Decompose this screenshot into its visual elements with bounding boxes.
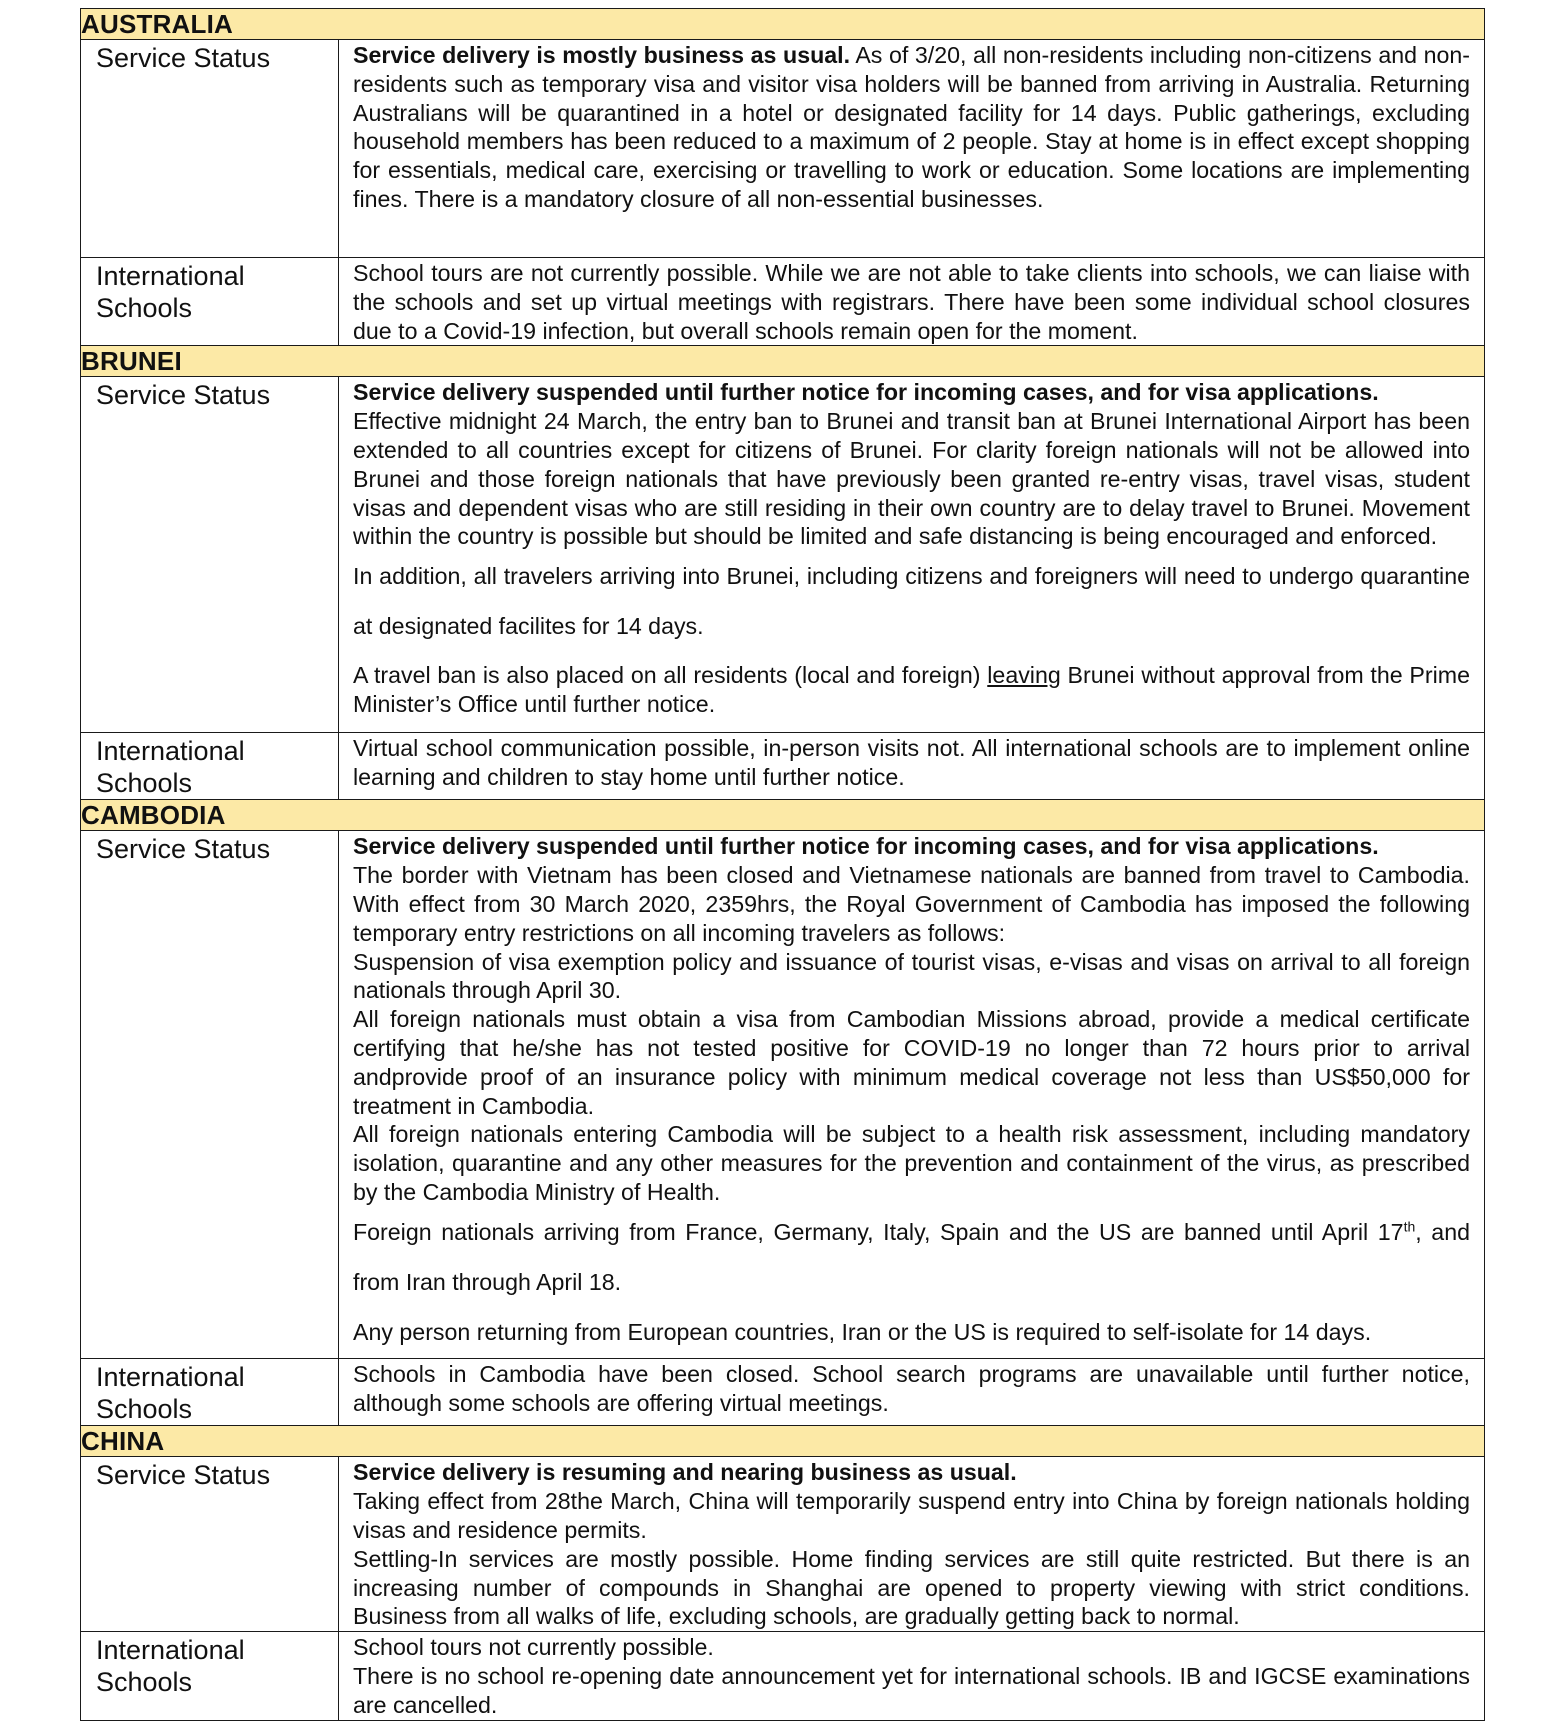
service-status-paragraph: Settling-In services are mostly possible. Home finding services are still quite restricted. But there is an increasing number of compounds in Shanghai are opened to property viewing with strict conditions. Business from all walks of life, excluding schools, are gradually getting back to normal. bbox=[353, 1545, 1470, 1630]
service-status-paragraph: In addition, all travelers arriving into Brunei, including citizens and foreigners will need to undergo quarantine at designated facilites for 14 days. bbox=[353, 563, 1470, 640]
country-status-table bbox=[80, 8, 1485, 1721]
international-schools-label: International Schools bbox=[81, 1359, 339, 1426]
international-schools-text: Schools in Cambodia have been closed. School search programs are unavailable until further notice, although some schools are offering virtual meetings. bbox=[353, 1361, 1470, 1417]
ordinal-suffix: th bbox=[1403, 1218, 1416, 1235]
service-status-label: Service Status bbox=[81, 377, 339, 733]
international-schools-content bbox=[339, 733, 1485, 800]
service-status-content bbox=[339, 1457, 1485, 1632]
service-status-paragraph: Suspension of visa exemption policy and issuance of tourist visas, e-visas and visas on arrival to all foreign nationals through April 30. bbox=[353, 948, 1470, 1004]
service-status-label: Service Status bbox=[81, 831, 339, 1359]
service-status-paragraph: Effective midnight 24 March, the entry ban to Brunei and transit ban at Brunei International Airport has been extended to all countries except for citizens of Brunei. For clarity foreign nationals will not be allowed into Brunei and those foreign nationals that have previously been granted re-entry visas, travel visas, student visas and dependent visas who are still residing in their own country are to delay travel to Brunei. Movement within the country is possible but should be limited and safe distancing is being encouraged and enforced. bbox=[353, 408, 1470, 550]
underlined-word: leaving bbox=[987, 662, 1061, 689]
international-schools-text: School tours not currently possible. bbox=[353, 1634, 714, 1661]
service-status-label: Service Status bbox=[81, 40, 339, 258]
country-name: CAMBODIA bbox=[81, 800, 1485, 831]
international-schools-row bbox=[81, 1359, 1485, 1426]
service-status-paragraph: Taking effect from 28the March, China will temporarily suspend entry into China by foreign nationals holding visas and residence permits. bbox=[353, 1488, 1470, 1543]
country-header-australia bbox=[81, 9, 1485, 40]
service-status-content bbox=[339, 831, 1485, 1359]
international-schools-text: School tours are not currently possible. While we are not able to take clients into schools, we can liaise with the schools and set up virtual meetings with registrars. There have been some individual school closures due to a Covid-19 infection, but overall schools remain open for the moment. bbox=[353, 260, 1470, 344]
international-schools-row bbox=[81, 733, 1485, 800]
service-status-text: As of 3/20, all non-residents including non-citizens and non-residents such as temporary visa and visitor visa holders will be banned from arriving in Australia. Returning Australians will be quarantined in a hotel or designated facility for 14 days. Public gatherings, excluding household members has been reduced to a maximum of 2 people. Stay at home is in effect except shopping for essentials, medical care, exercising or travelling to work or education. Some locations are implementing fines. There is a mandatory closure of all non-essential businesses. bbox=[353, 42, 1470, 212]
international-schools-label: International Schools bbox=[81, 258, 339, 346]
service-status-row bbox=[81, 40, 1485, 258]
service-status-paragraph: Any person returning from European countries, Iran or the US is required to self-isolate for 14 days. bbox=[353, 1318, 1372, 1345]
international-schools-content bbox=[339, 258, 1485, 346]
country-name: AUSTRALIA bbox=[81, 9, 1485, 40]
international-schools-text: Virtual school communication possible, in-person visits not. All international schools are to implement online learning and children to stay home until further notice. bbox=[353, 735, 1470, 791]
service-status-paragraph: All foreign nationals must obtain a visa from Cambodian Missions abroad, provide a medical certificate certifying that he/she has not tested positive for COVID-19 no longer than 72 hours prior to arrival andprovide proof of an insurance policy with minimum medical coverage not less than US$50,000 for treatment in Cambodia. bbox=[353, 1006, 1470, 1119]
service-status-content bbox=[339, 40, 1485, 258]
service-status-row bbox=[81, 831, 1485, 1359]
service-status-lead: Service delivery suspended until further notice for incoming cases, and for visa applications. bbox=[353, 833, 1379, 860]
service-status-paragraph: The border with Vietnam has been closed and Vietnamese nationals are banned from travel to Cambodia. With effect from 30 March 2020, 2359hrs, the Royal Government of Cambodia has imposed the following temporary entry restrictions on all incoming travelers as follows: bbox=[353, 862, 1470, 946]
international-schools-row bbox=[81, 1632, 1485, 1720]
service-status-text: A travel ban is also placed on all residents (local and foreign) bbox=[353, 662, 988, 689]
service-status-text: Foreign nationals arriving from France, Germany, Italy, Spain and the US are banned until April 17 bbox=[353, 1218, 1404, 1245]
international-schools-row bbox=[81, 258, 1485, 346]
service-status-label: Service Status bbox=[81, 1457, 339, 1632]
country-name: CHINA bbox=[81, 1426, 1485, 1457]
service-status-lead: Service delivery is resuming and nearing business as usual. bbox=[353, 1459, 1017, 1486]
country-header-china bbox=[81, 1426, 1485, 1457]
country-header-cambodia bbox=[81, 800, 1485, 831]
service-status-paragraph bbox=[353, 41, 1470, 214]
service-status-text: , and from Iran through April 18. bbox=[353, 1218, 1470, 1295]
international-schools-label: International Schools bbox=[81, 1632, 339, 1720]
country-header-brunei bbox=[81, 346, 1485, 377]
international-schools-content bbox=[339, 1359, 1485, 1426]
service-status-paragraph: All foreign nationals entering Cambodia will be subject to a health risk assessment, including mandatory isolation, quarantine and any other measures for the prevention and containment of the virus, as prescribed by the Cambodia Ministry of Health. bbox=[353, 1121, 1470, 1205]
international-schools-text: There is no school re-opening date announcement yet for international schools. IB and IGCSE examinations are cancelled. bbox=[353, 1662, 1470, 1718]
service-status-paragraph bbox=[353, 661, 1470, 719]
country-name: BRUNEI bbox=[81, 346, 1485, 377]
service-status-row bbox=[81, 377, 1485, 733]
service-status-content bbox=[339, 377, 1485, 733]
service-status-lead: Service delivery is mostly business as usual. bbox=[353, 42, 851, 68]
service-status-row bbox=[81, 1457, 1485, 1632]
service-status-text: Brunei without approval from the Prime Minister’s Office until further notice. bbox=[353, 662, 1470, 717]
service-status-lead: Service delivery suspended until further notice for incoming cases, and for visa applications. bbox=[353, 379, 1379, 406]
international-schools-content bbox=[339, 1632, 1485, 1720]
international-schools-label: International Schools bbox=[81, 733, 339, 800]
service-status-paragraph bbox=[353, 1207, 1470, 1307]
